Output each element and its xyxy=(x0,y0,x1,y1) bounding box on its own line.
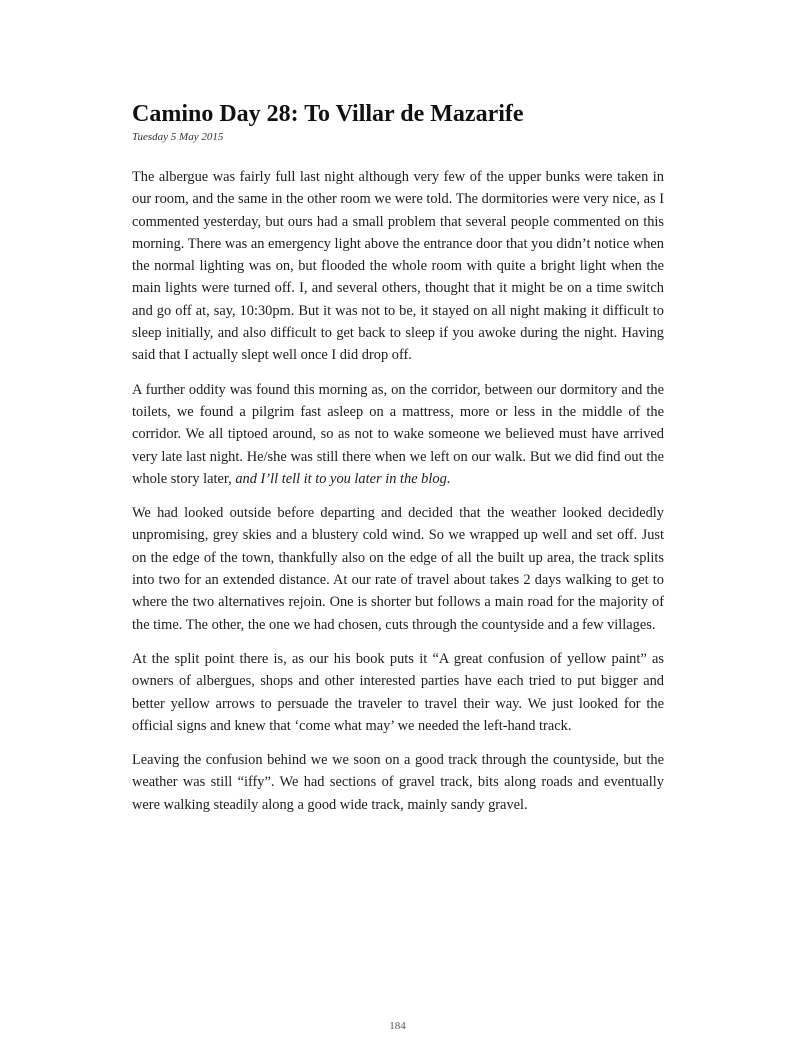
post-date: Tuesday 5 May 2015 xyxy=(132,131,224,143)
paragraph-3: We had looked outside before departing and decided that the weather looked decidedly unpromising, grey skies and a blustery cold wind. So we wrapped up well and set off. Just on the edge of the town, thankfully also on the edge of all the built up area, the track splits into two for an extended distance. At our rate of travel about takes 2 days walking to get to where the two alternatives rejoin. One is shorter but follows a main road for the majority of the time. The other, the one we had chosen, cuts through the countyside and a few villages. xyxy=(132,505,664,633)
paragraph-4: At the split point there is, as our his book puts it “A great confusion of yellow paint” as owners of albergues, shops and other interested parties have each tried to put bigger and better yellow arrows to persuade the traveler to travel their way. We just looked for the official signs and knew that ‘come what may’ we needed the left-hand track. xyxy=(132,650,664,734)
paragraph-2 xyxy=(132,379,664,490)
paragraph-1: The albergue was fairly full last night although very few of the upper bunks were taken in our room, and the same in the other room we were told. The dormitories were very nice, as I commented yesterday, but ours had a small problem that several people commented on this morning. There was an emergency light above the entrance door that you didn’t notice when the normal lighting was on, but flooded the whole room with quite a bright light when the main lights were turned off. I, and several others, thought that it might be on a time switch and go off at, say, 10:30pm. But it was not to be, it stayed on all night making it difficult to sleep initially, and also difficult to get back to sleep if you awoke during the night. Having said that I actually slept well once I did drop off. xyxy=(132,169,664,364)
page-title: Camino Day 28: To Villar de Mazarife xyxy=(132,101,524,127)
paragraph-2-end: . xyxy=(446,470,451,487)
page-body xyxy=(132,98,664,828)
page-number: 184 xyxy=(389,1020,406,1032)
paragraph-2-text: A further oddity was found this morning as, on the corridor, between our dormitory and the toilets, we found a pilgrim fast asleep on a mattress, more or less in the middle of the corridor. We all tiptoed around, so as not to wake someone we believed must have arrived very late last night. He/she was still there when we left on our walk. But we did find out the whole story later, xyxy=(132,381,664,487)
paragraph-5: Leaving the confusion behind we we soon on a good track through the countyside, but the weather was still “iffy”. We had sections of gravel track, bits along roads and eventually were walking steadily along a good wide track, mainly sandy gravel. xyxy=(132,752,664,813)
paragraph-2-italic: and I’ll tell it to you later in the blog xyxy=(235,470,447,487)
